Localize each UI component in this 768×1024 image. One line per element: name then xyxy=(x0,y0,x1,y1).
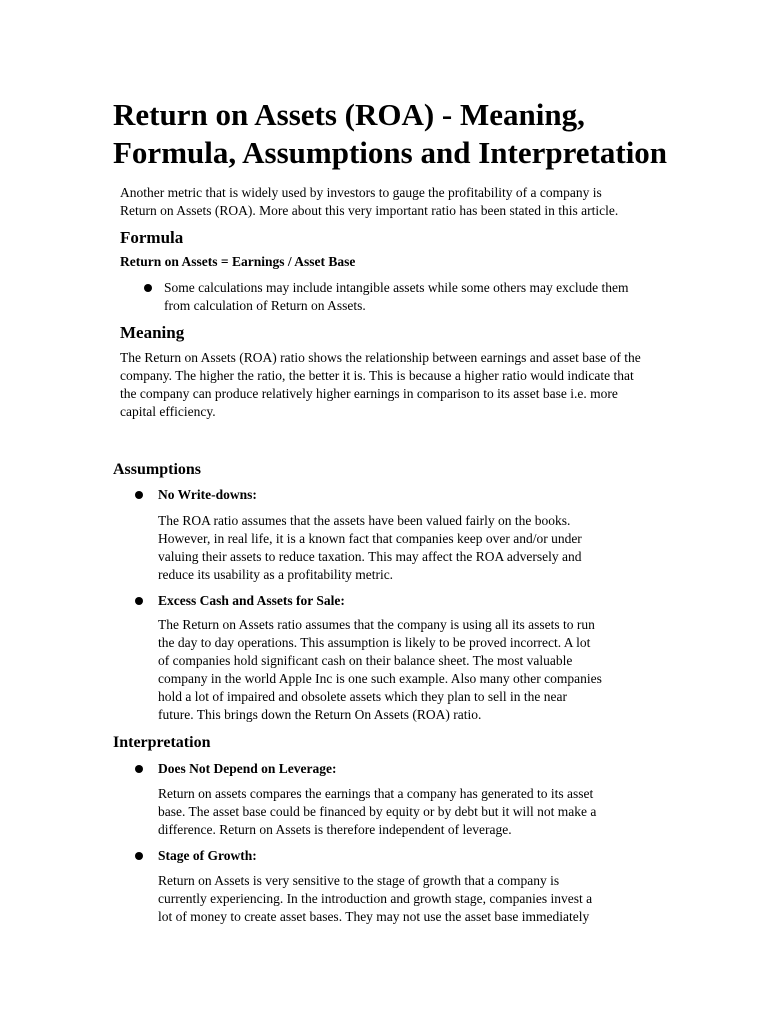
bullet-icon xyxy=(135,852,143,860)
interpretation-1-label: Does Not Depend on Leverage: xyxy=(158,761,337,776)
title-line-1: Return on Assets (ROA) - Meaning, xyxy=(113,97,585,132)
bullet-icon xyxy=(135,597,143,605)
formula-note xyxy=(164,279,724,315)
meaning-line-2: company. The higher the ratio, the better it is. This is because a higher ratio would indicate that xyxy=(120,368,634,383)
interpretation-1-text xyxy=(158,785,698,839)
interpretation-2-line-3: lot of money to create asset bases. They may not use the asset base immediately xyxy=(158,909,590,924)
formula-heading: Formula xyxy=(120,228,184,247)
assumption-2-line-2: the day to day operations. This assumption is likely to be proved incorrect. A lot xyxy=(158,635,591,650)
assumption-1-label: No Write-downs: xyxy=(158,487,257,502)
assumption-2-line-5: hold a lot of impaired and obsolete assets which they plan to sell in the near xyxy=(158,689,568,704)
bullet-icon xyxy=(144,284,152,292)
intro-paragraph xyxy=(120,184,720,220)
formula-equation: Return on Assets = Earnings / Asset Base xyxy=(120,254,356,269)
intro-line-2: Return on Assets (ROA). More about this very important ratio has been stated in this article. xyxy=(120,203,619,218)
assumption-1-line-1: The ROA ratio assumes that the assets have been valued fairly on the books. xyxy=(158,513,571,528)
assumption-2-line-6: future. This brings down the Return On Assets (ROA) ratio. xyxy=(158,707,482,722)
assumption-1-line-2: However, in real life, it is a known fact that companies keep over and/or under xyxy=(158,531,582,546)
assumption-2-label: Excess Cash and Assets for Sale: xyxy=(158,593,345,608)
formula-note-line-1: Some calculations may include intangible assets while some others may exclude them xyxy=(164,280,629,295)
meaning-line-1: The Return on Assets (ROA) ratio shows the relationship between earnings and asset base of the xyxy=(120,350,641,365)
interpretation-2-label: Stage of Growth: xyxy=(158,848,257,863)
interpretation-2-line-1: Return on Assets is very sensitive to the stage of growth that a company is xyxy=(158,873,560,888)
assumptions-heading: Assumptions xyxy=(113,461,202,478)
interpretation-2-text xyxy=(158,872,698,926)
meaning-heading: Meaning xyxy=(120,323,185,342)
assumption-2-line-3: of companies hold significant cash on their balance sheet. The most valuable xyxy=(158,653,573,668)
meaning-paragraph xyxy=(120,349,720,421)
interpretation-2-line-2: currently experiencing. In the introduction and growth stage, companies invest a xyxy=(158,891,593,906)
assumption-1-line-4: reduce its usability as a profitability metric. xyxy=(158,567,394,582)
meaning-line-3: the company can produce relatively higher earnings in comparison to its asset base i.e. more xyxy=(120,386,618,401)
assumption-1-line-3: valuing their assets to reduce taxation. This may affect the ROA adversely and xyxy=(158,549,582,564)
assumption-2-line-1: The Return on Assets ratio assumes that the company is using all its assets to run xyxy=(158,617,595,632)
interpretation-heading: Interpretation xyxy=(113,734,211,751)
assumption-2-text xyxy=(158,616,698,724)
interpretation-1-line-1: Return on assets compares the earnings that a company has generated to its asset xyxy=(158,786,594,801)
interpretation-1-line-2: base. The asset base could be financed by equity or by debt but it will not make a xyxy=(158,804,597,819)
bullet-icon xyxy=(135,765,143,773)
meaning-line-4: capital efficiency. xyxy=(120,404,216,419)
assumption-1-text xyxy=(158,512,698,584)
page-title xyxy=(113,96,713,172)
title-line-2: Formula, Assumptions and Interpretation xyxy=(113,135,668,170)
formula-note-line-2: from calculation of Return on Assets. xyxy=(164,298,366,313)
bullet-icon xyxy=(135,491,143,499)
assumption-2-line-4: company in the world Apple Inc is one such example. Also many other companies xyxy=(158,671,602,686)
interpretation-1-line-3: difference. Return on Assets is therefore independent of leverage. xyxy=(158,822,512,837)
intro-line-1: Another metric that is widely used by investors to gauge the profitability of a company is xyxy=(120,185,602,200)
